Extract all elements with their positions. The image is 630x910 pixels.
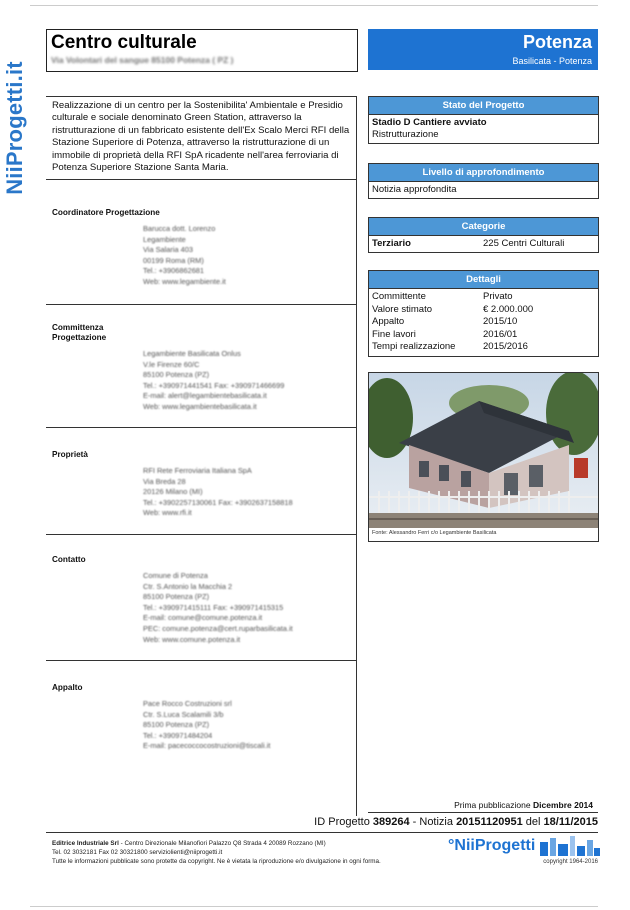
title-box <box>46 29 358 72</box>
contact-line: Tel.: +390971441541 Fax: +390971466699 <box>143 380 285 390</box>
panel-header: Dettagli <box>369 271 598 289</box>
skyline-icon <box>540 834 600 856</box>
contact-line: V.le Firenze 60/C <box>143 359 200 369</box>
top-border <box>30 5 598 6</box>
city-name: Potenza <box>522 32 592 52</box>
detail-row <box>372 341 595 354</box>
first-publication <box>454 800 593 810</box>
contact-line: 85100 Potenza (PZ) <box>143 370 210 380</box>
detail-value: 2015/2016 <box>483 341 528 353</box>
contact-line: Barucca dott. Lorenzo <box>143 224 216 233</box>
detail-key: Committente <box>372 291 426 302</box>
contact-line: Tel.: +3906862681 <box>143 266 205 276</box>
contact-line: Via Salaria 403 <box>143 245 193 255</box>
contact-line: E-mail: alert@legambientebasilicata.it <box>143 391 267 401</box>
region-name: Basilicata - Potenza <box>512 56 592 66</box>
section-content <box>143 571 293 645</box>
contact-line: 85100 Potenza (PZ) <box>143 720 210 730</box>
news-id: 20151120951 <box>456 816 523 828</box>
panel-header: Categorie <box>369 218 598 236</box>
divider <box>46 534 356 535</box>
contact-line: Legambiente Basilicata Onlus <box>143 349 241 358</box>
detail-level-value: Notizia approfondita <box>372 184 457 195</box>
publisher-name: Editrice Industriale Srl <box>52 840 119 847</box>
section-title: Committenza Progettazione <box>52 323 107 342</box>
news-date: 18/11/2015 <box>543 816 598 828</box>
contact-line: Web: www.legambiente.it <box>143 276 226 286</box>
detail-row <box>372 304 595 317</box>
copyright-years: copyright 1964-2016 <box>543 859 598 865</box>
project-id: 389264 <box>372 816 410 828</box>
contact-line: Tel.: +390971484204 <box>143 730 213 740</box>
copyright-notice: Tutte le informazioni pubblicate sono protette da copyright. Ne è vietata la riproduzione e/o divulgazione in ogni forma. <box>52 858 381 865</box>
contact-line: Pace Rocco Costruzioni srl <box>143 699 232 708</box>
station-building-image <box>369 373 598 528</box>
status-detail: Ristrutturazione <box>372 129 439 140</box>
details-panel <box>368 270 599 357</box>
detail-key: Tempi realizzazione <box>372 341 456 353</box>
panel-header: Stato del Progetto <box>369 97 598 115</box>
contact-line: Ctr. S.Antonio la Macchia 2 <box>143 581 233 591</box>
project-status-panel <box>368 96 599 144</box>
panel-header: Livello di approfondimento <box>369 164 598 182</box>
divider <box>368 812 598 813</box>
publisher-contacts: Tel. 02 3032181 Fax 02 30321800 serviziolienti@niiprogetti.it <box>52 849 223 856</box>
contact-line: 00199 Roma (RM) <box>143 255 204 265</box>
divider <box>46 96 356 97</box>
detail-value: 2015/10 <box>483 316 518 328</box>
section-content <box>143 466 293 519</box>
detail-key: Fine lavori <box>372 328 416 340</box>
contact-line: PEC: comune.potenza@cert.ruparbasilicata.it <box>143 623 293 633</box>
divider <box>46 660 356 661</box>
section-title: Contatto <box>52 555 86 564</box>
detail-row <box>372 316 595 329</box>
contact-line: Web: www.rfi.it <box>143 508 192 518</box>
section-title: Coordinatore Progettazione <box>52 208 160 217</box>
section-content <box>143 699 270 752</box>
section-title: Appalto <box>52 683 83 692</box>
categories-panel <box>368 217 599 253</box>
contact-line: Via Breda 28 <box>143 476 186 486</box>
category-key: Terziario <box>372 238 411 249</box>
logo-text: °NiiProgetti <box>448 837 536 854</box>
divider <box>46 427 356 428</box>
divider <box>46 179 356 180</box>
category-value: 225 Centri Culturali <box>483 238 565 249</box>
project-id-line: ID Progetto 389264 - Notizia 20151120951 del 18/11/2015 <box>314 816 598 828</box>
contact-line: Legambiente <box>143 234 186 244</box>
status-stage: Stadio D Cantiere avviato <box>372 117 487 128</box>
footer-divider <box>46 832 598 833</box>
contact-line: Tel.: +3902257130061 Fax: +3902637158818 <box>143 497 293 507</box>
project-photo <box>368 372 599 542</box>
detail-value: Privato <box>483 291 513 302</box>
publisher-info <box>52 840 326 848</box>
detail-row <box>372 291 595 304</box>
first-publication-label: Prima pubblicazione <box>454 800 531 810</box>
brand-text: NiiProgetti.it <box>2 60 27 195</box>
detail-key: Valore stimato <box>372 303 433 315</box>
contact-line: E-mail: pacecoccocostruzioni@tiscali.it <box>143 741 271 751</box>
detail-level-panel <box>368 163 599 199</box>
publisher-address: - Centro Direzionale Milanofiori Palazzo Q8 Strada 4 20089 Rozzano (MI) <box>118 840 326 847</box>
contact-line: 85100 Potenza (PZ) <box>143 592 210 602</box>
section-content <box>143 349 284 413</box>
project-address: Via Volontari del sangue 85100 Potenza ( PZ ) <box>51 55 234 65</box>
project-description: Realizzazione di un centro per la Sostenibilita' Ambientale e Presidio culturale e sociale denominato Green Station, attraverso la ristrutturazione di un fabbricato esistente dell'Ex Scalo Merci RFI della Stazione Superiore di Potenza, attraverso la ristrutturazione di un immobile di proprietà della RFI SpA ricadente nell'area ferroviaria di Potenza Superiore Stazione Santa Maria. <box>52 100 350 174</box>
contact-line: Web: www.legambientebasilicata.it <box>143 401 257 411</box>
detail-key: Appalto <box>372 316 405 328</box>
contact-line: Comune di Potenza <box>143 571 208 580</box>
section-content <box>143 224 226 288</box>
column-divider <box>356 96 357 816</box>
section-title: Proprietà <box>52 450 88 459</box>
contact-line: Web: www.comune.potenza.it <box>143 634 241 644</box>
contact-line: RFI Rete Ferroviaria Italiana SpA <box>143 466 252 475</box>
photo-caption: Fonte: Alessandro Ferri c/o Legambiente Basilicata <box>372 530 497 536</box>
bottom-border <box>30 906 598 907</box>
contact-line: Tel.: +390971415111 Fax: +390971415315 <box>143 602 284 612</box>
location-box <box>368 29 598 70</box>
contact-line: 20126 Milano (MI) <box>143 487 203 497</box>
contact-line: E-mail: comune@comune.potenza.it <box>143 613 263 623</box>
page-title: Centro culturale <box>51 32 197 53</box>
divider <box>46 304 356 305</box>
detail-row <box>372 329 595 342</box>
contact-line: Ctr. S.Luca Scalamili 3/b <box>143 709 224 719</box>
detail-value: € 2.000.000 <box>483 303 534 315</box>
brand-logo <box>4 30 26 225</box>
detail-value: 2016/01 <box>483 328 518 340</box>
first-publication-date: Dicembre 2014 <box>532 800 593 810</box>
